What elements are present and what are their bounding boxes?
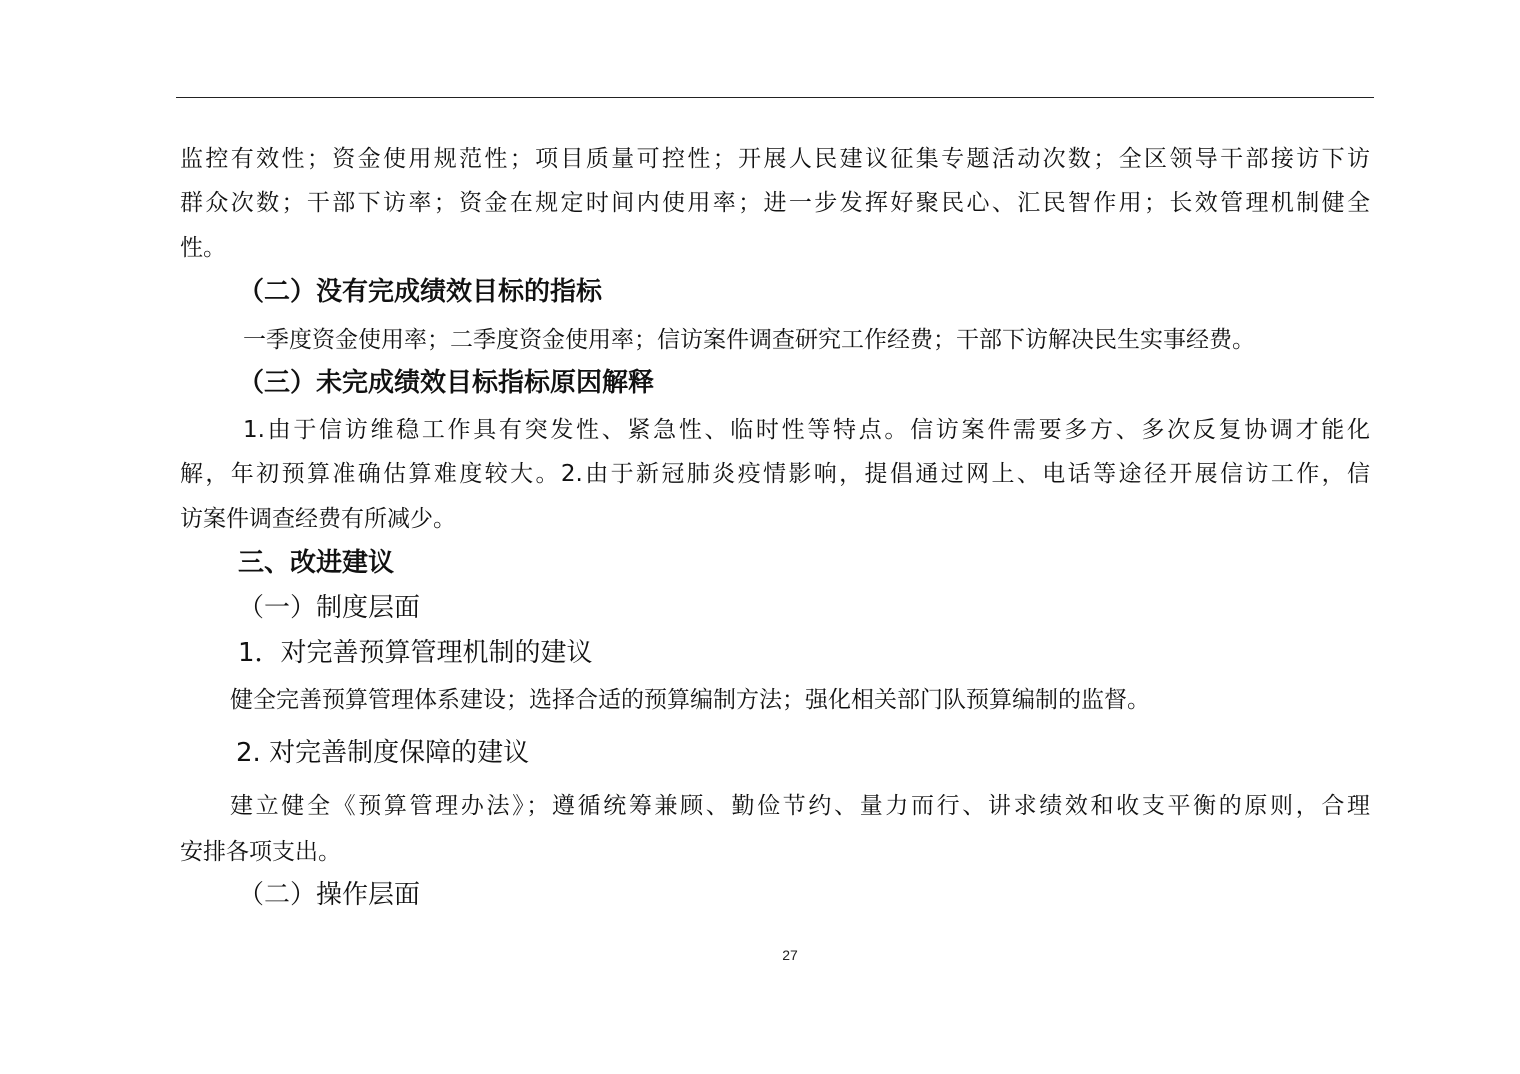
item-1-text: 健全完善预算管理体系建设；选择合适的预算编制方法；强化相关部门队预算编制的监督。 bbox=[230, 687, 1150, 713]
item-2-heading: 2. 对完善制度保障的建议 bbox=[236, 738, 530, 768]
section-heading: 三、改进建议 bbox=[238, 548, 395, 578]
sub-heading-system: （一）制度层面 bbox=[238, 593, 421, 623]
header-rule bbox=[176, 97, 1374, 98]
paragraph-line: 监控有效性；资金使用规范性；项目质量可控性；开展人民建议征集专题活动次数；全区领导干部接访下访 bbox=[180, 146, 1370, 172]
paragraph-line: 1.由于信访维稳工作具有突发性、紧急性、临时性等特点。信访案件需要多方、多次反复协调才能化 bbox=[243, 417, 1370, 443]
heading-reasons: （三）未完成绩效目标指标原因解释 bbox=[238, 368, 655, 398]
paragraph-line: 建立健全《预算管理办法》；遵循统筹兼顾、勤俭节约、量力而行、讲求绩效和收支平衡的原则，合理 bbox=[230, 793, 1370, 819]
paragraph-line: 性。 bbox=[180, 235, 226, 261]
paragraph-unfinished-indicators: 一季度资金使用率；二季度资金使用率；信访案件调查研究工作经费；干部下访解决民生实事经费。 bbox=[243, 327, 1255, 353]
heading-unfinished-indicators: （二）没有完成绩效目标的指标 bbox=[238, 277, 603, 307]
paragraph-line: 访案件调查经费有所减少。 bbox=[180, 506, 456, 532]
paragraph-line: 解，年初预算准确估算难度较大。2.由于新冠肺炎疫情影响，提倡通过网上、电话等途径开展信访工作，信 bbox=[180, 461, 1370, 487]
paragraph-line: 群众次数；干部下访率；资金在规定时间内使用率；进一步发挥好聚民心、汇民智作用；长效管理机制健全 bbox=[180, 190, 1370, 216]
item-1-heading: 1．对完善预算管理机制的建议 bbox=[238, 638, 593, 668]
sub-heading-operation: （二）操作层面 bbox=[238, 880, 421, 910]
page-number: 27 bbox=[782, 947, 798, 963]
paragraph-line: 安排各项支出。 bbox=[180, 839, 341, 865]
